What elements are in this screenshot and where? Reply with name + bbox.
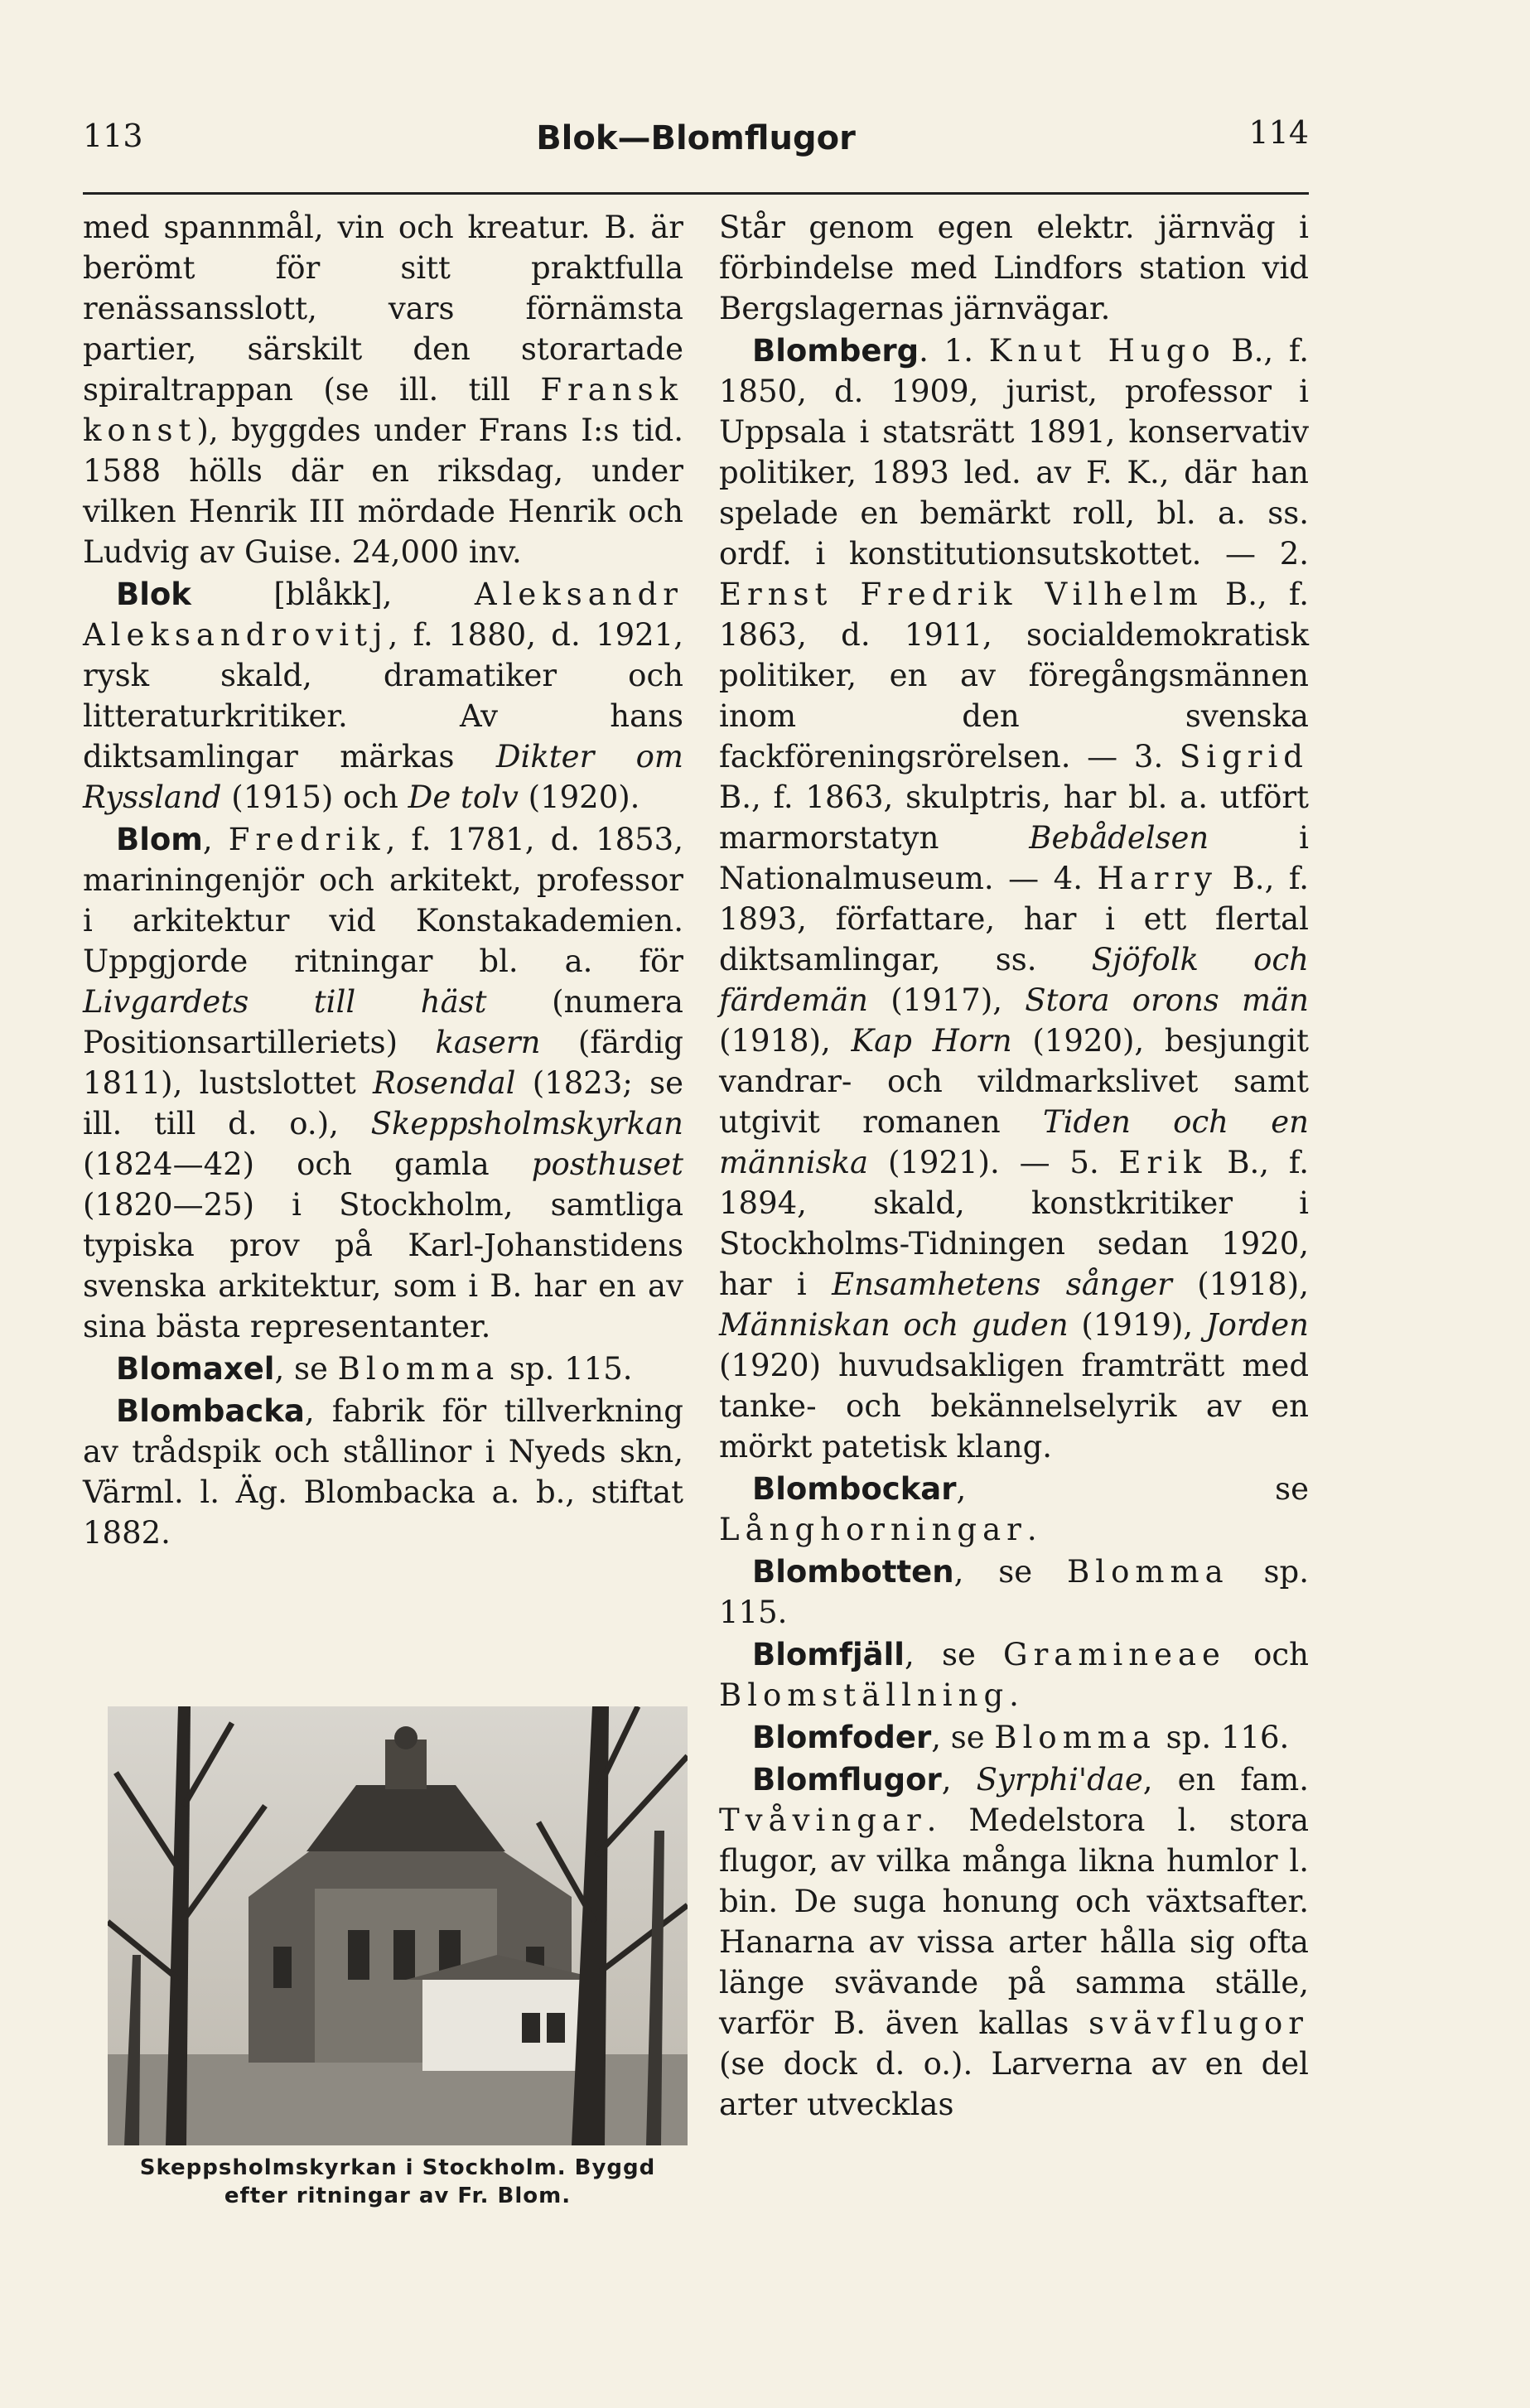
church-photo <box>108 1706 688 2145</box>
entry-blomfoder: Blomfoder, se Blomma sp. 116. <box>752 1720 1290 1755</box>
headword: Blomberg <box>752 333 919 369</box>
entry-blok: Blok [blåkk], Aleksandr Aleksandrovitj, f. 1880, d. 1921, rysk skald, dramatiker och litteraturkritiker. Av hans diktsamlingar märkas Dikter om Ryssland (1915) och De tolv (1920). <box>83 577 683 815</box>
entry-blombacka: Blombacka, fabrik för tillverkning av trådspik och stållinor i Nyeds skn, Värml. l. Äg. Blombacka a. b., stiftat 1882. <box>83 1393 683 1551</box>
headword: Blomfoder <box>752 1720 932 1755</box>
headword: Blombotten <box>752 1554 954 1590</box>
entry-continuation: med spannmål, vin och kreatur. B. är berömt för sitt praktfulla renässansslott, vars förnämsta partier, särskilt den storartade spiraltrappan (se ill. till Fransk konst), byggdes under Frans I:s tid. 1588 hölls där en riksdag, under vilken Henrik III mördade Henrik och Ludvig av Guise. 24,000 inv. <box>83 210 683 570</box>
right-column <box>719 207 1309 2126</box>
figure-caption: Skeppsholmskyrkan i Stockholm. Byggd efter ritningar av Fr. Blom. <box>139 2155 656 2208</box>
headword: Blomflugor <box>752 1762 942 1798</box>
left-column <box>83 207 683 1555</box>
page-header <box>83 99 1309 182</box>
headword: Blom <box>116 822 203 857</box>
entry-blombotten: Blombotten, se Blomma sp. 115. <box>719 1554 1309 1630</box>
entry-blomfjall: Blomfjäll, se Gramineae och Blomställning. <box>719 1637 1309 1713</box>
entry-blomaxel: Blomaxel, se Blomma sp. 115. <box>116 1351 633 1387</box>
headword: Blombockar <box>752 1471 957 1507</box>
page-number-left: 113 <box>83 118 143 154</box>
entry-blomberg: Blomberg. 1. Knut Hugo B., f. 1850, d. 1909, jurist, professor i Uppsala i statsrätt 1891, konservativ politiker, 1893 led. av F. K., där han spelade en bemärkt roll, bl. a. ss. ordf. i konstitutionsutskottet. — 2. Ernst Fredrik Vilhelm B., f. 1863, d. 1911, socialdemokratisk politiker, en av föregångsmännen inom den svenska fackföreningsrörelsen. — 3. Sigrid B., f. 1863, skulptris, har bl. a. utfört marmorstatyn Bebådelsen i Nationalmuseum. — 4. Harry B., f. 1893, författare, har i ett flertal diktsamlingar, ss. Sjöfolk och färdemän (1917), Stora orons män (1918), Kap Horn (1920), besjungit vandrar- och vildmarkslivet samt utgivit romanen Tiden och en människa (1921). — 5. Erik B., f. 1894, skald, konstkritiker i Stockholms-Tidningen sedan 1920, har i Ensamhetens sånger (1918), Människan och guden (1919), Jorden (1920) huvudsakligen framträtt med tanke- och bekännelselyrik av en mörkt patetisk klang. <box>719 333 1310 1465</box>
headword: Blomfjäll <box>752 1637 905 1672</box>
entry-continuation: Står genom egen elektr. järnväg i förbindelse med Lindfors station vid Bergslagernas järnvägar. <box>719 210 1309 326</box>
headword: Blomaxel <box>116 1351 275 1387</box>
running-head: Blok—Blomflugor <box>536 119 856 157</box>
figure <box>108 1706 688 2210</box>
page-number-right: 114 <box>1248 114 1309 151</box>
entry-blomflugor: Blomflugor, Syrphi'dae, en fam. Tvåvingar. Medelstora l. stora flugor, av vilka många likna humlor l. bin. De suga honung och växtsafter. Hanarna av vissa arter hålla sig ofta länge svävande på samma ställe, varför B. även kallas svävflugor (se dock d. o.). Larverna av en del arter utvecklas <box>719 1762 1310 2122</box>
headword: Blok <box>116 577 191 612</box>
header-rule <box>83 192 1309 195</box>
entry-blombockar: Blombockar, se Långhorningar. <box>719 1471 1309 1547</box>
headword: Blombacka <box>116 1393 305 1429</box>
entry-blom: Blom, Fredrik, f. 1781, d. 1853, mariningenjör och arkitekt, professor i arkitektur vid Konstakademien. Uppgjorde ritningar bl. a. för Livgardets till häst (numera Positionsartilleriets) kasern (färdig 1811), lustslottet Rosendal (1823; se ill. till d. o.), Skeppsholmskyrkan (1824—42) och gamla posthuset (1820—25) i Stockholm, samtliga typiska prov på Karl-Johanstidens svenska arkitektur, som i B. har en av sina bästa representanter. <box>83 822 683 1344</box>
